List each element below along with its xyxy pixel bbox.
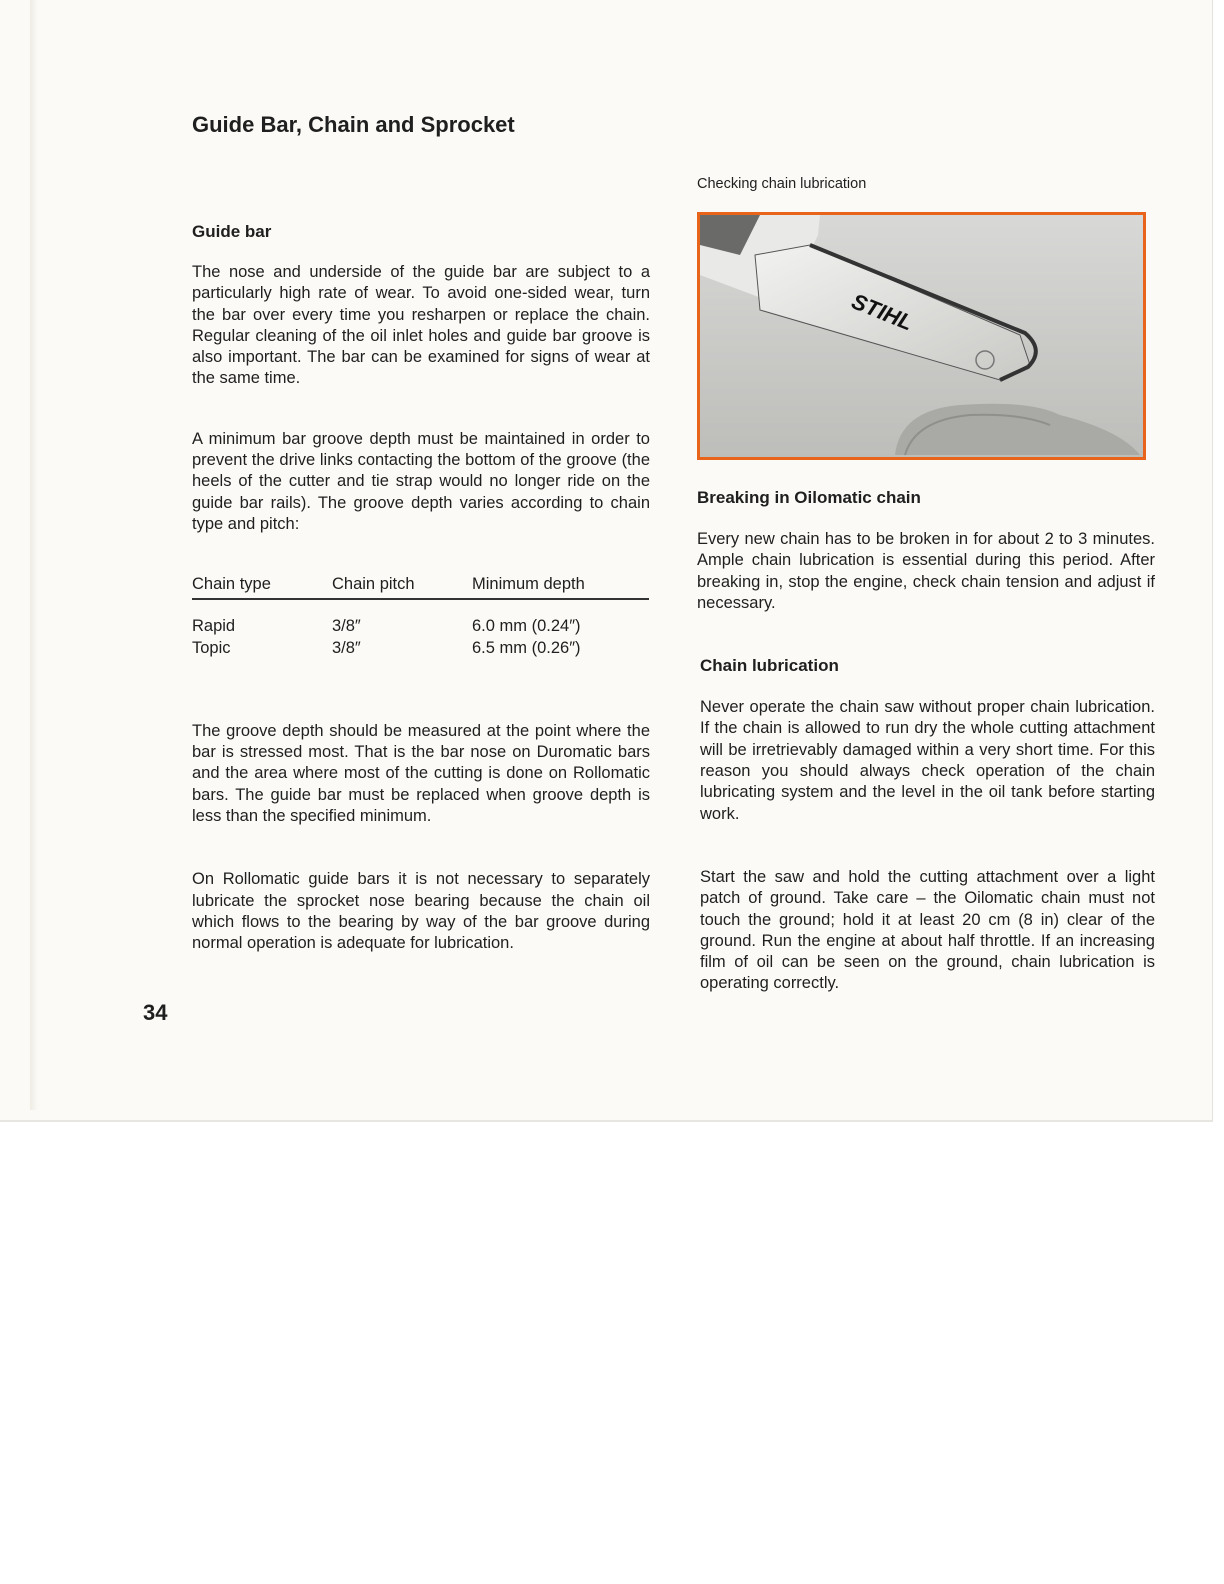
header-chain-pitch: Chain pitch xyxy=(332,575,472,599)
cell-chain-pitch: 3/8″ xyxy=(332,617,361,636)
page-number: 34 xyxy=(143,1000,168,1025)
right-column xyxy=(697,176,1155,995)
cell-chain-type: Rapid xyxy=(192,617,236,636)
table-row xyxy=(192,599,649,637)
stihl-logo-text: STIHL xyxy=(848,288,917,336)
left-column xyxy=(192,222,650,955)
header-chain-type: Chain type xyxy=(192,575,332,599)
cell-chain-pitch: 3/8″ xyxy=(332,638,361,657)
rollomatic-paragraph-4: On Rollomatic guide bars it is not necessary to separately lubricate the sprocket nose bearing because the chain oil which flows to the bearing by way of the bar groove during normal operation is adequate for lubrication. xyxy=(192,870,650,953)
chainsaw-bar-illustration xyxy=(700,215,1143,457)
chain-lubrication-paragraph-2: Start the saw and hold the cutting attachment over a light patch of ground. Take care – the Oilomatic chain must not touch the ground; hold it at least 20 cm (8 in) clear of the ground. Run the engine at about half throttle. If an increasing film of oil can be seen on the ground, chain lubrication is operating correctly. xyxy=(700,867,1155,993)
figure-caption: Checking chain lubrication xyxy=(697,176,867,192)
guide-bar-paragraph-1: The nose and underside of the guide bar are subject to a particularly high rate of wear. To avoid one-sided wear, turn the bar over every time you resharpen or replace the chain. Regular cleaning of the oil inlet holes and guide bar groove is also important. The bar can be examined for signs of wear at the same time. xyxy=(192,263,650,388)
chain-lubrication-paragraph-1: Never operate the chain saw without proper chain lubrication. If the chain is allowed to run dry the whole cutting attachment will be irretrievably damaged within a very short time. For this reason you should always check operation of the chain lubricating system and the level in the oil tank before starting work. xyxy=(700,698,1155,823)
page-spine-shadow xyxy=(30,0,38,1110)
page-title: Guide Bar, Chain and Sprocket xyxy=(192,112,515,137)
breaking-in-heading: Breaking in Oilomatic chain xyxy=(697,488,921,507)
table-row xyxy=(192,638,649,659)
chain-lubrication-heading: Chain lubrication xyxy=(700,656,839,676)
breaking-in-paragraph: Every new chain has to be broken in for about 2 to 3 minutes. Ample chain lubrication is essential during this period. After breaking in, stop the engine, check chain tension and adjust if necessary. xyxy=(697,530,1155,612)
cell-minimum-depth: 6.0 mm (0.24″) xyxy=(472,617,581,636)
chain-lubrication-photo xyxy=(697,212,1146,460)
header-minimum-depth: Minimum depth xyxy=(472,575,649,599)
groove-paragraph-3: The groove depth should be measured at the point where the bar is stressed most. That is the bar nose on Duromatic bars and the area where most of the cutting is done on Rollomatic bars. The guide bar must be replaced when groove depth is less than the specified minimum. xyxy=(192,721,650,826)
guide-bar-paragraph-2: A minimum bar groove depth must be maintained in order to prevent the drive links contacting the bottom of the groove (the heels of the cutter and tie strap would no longer ride on the guide bar rails). The groove depth varies according to chain type and pitch: xyxy=(192,429,650,533)
guide-bar-heading: Guide bar xyxy=(192,222,272,241)
cell-chain-type: Topic xyxy=(192,638,231,657)
cell-minimum-depth: 6.5 mm (0.26″) xyxy=(472,638,581,657)
table-header-row xyxy=(192,575,649,599)
groove-depth-table xyxy=(192,575,649,659)
